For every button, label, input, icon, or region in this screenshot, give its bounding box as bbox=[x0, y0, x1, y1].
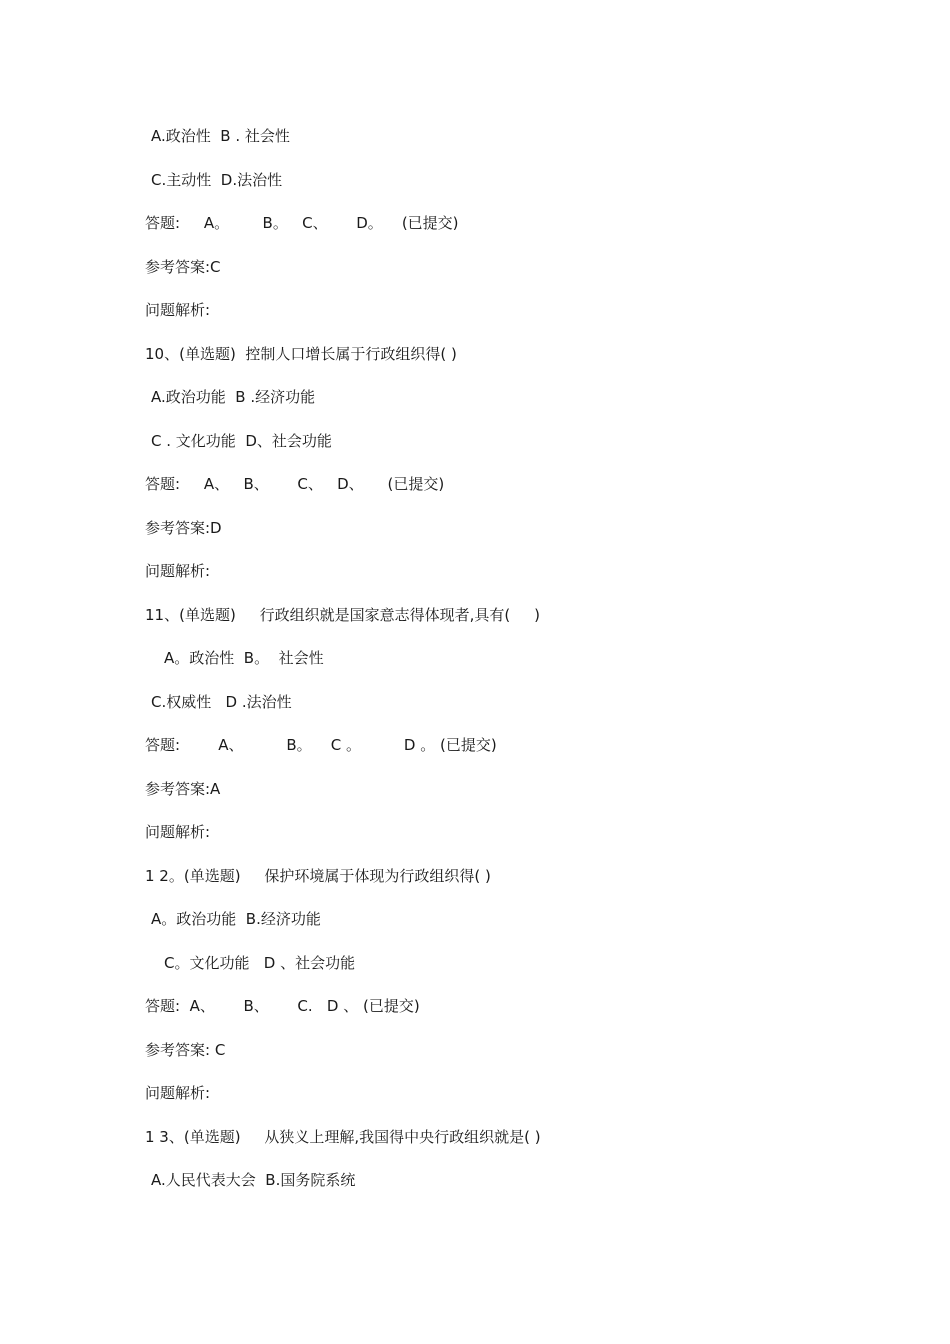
q13-options-ab: A.人民代表大会 B.国务院系统 bbox=[151, 1171, 356, 1189]
q9-options-ab: A.政治性 B . 社会性 bbox=[151, 127, 290, 145]
q11-reference-answer: 参考答案:A bbox=[145, 780, 221, 798]
q12-analysis: 问题解析: bbox=[145, 1084, 211, 1102]
q11-answer-row: 答题: A、 B。 C 。 D 。 (已提交) bbox=[145, 736, 497, 754]
q9-analysis: 问题解析: bbox=[145, 301, 211, 319]
q11-options-ab: A。政治性 B。 社会性 bbox=[164, 649, 324, 667]
q10-question: 10、(单选题) 控制人口增长属于行政组织得( ) bbox=[145, 345, 457, 363]
q10-options-cd: C . 文化功能 D、社会功能 bbox=[151, 432, 332, 450]
q12-question: 1 2。(单选题) 保护环境属于体现为行政组织得( ) bbox=[145, 867, 491, 885]
q9-answer-row: 答题: A。 B。 C、 D。 (已提交) bbox=[145, 214, 459, 232]
q9-reference-answer: 参考答案:C bbox=[145, 258, 221, 276]
q10-answer-row: 答题: A、 B、 C、 D、 (已提交) bbox=[145, 475, 445, 493]
q13-question: 1 3、(单选题) 从狭义上理解,我国得中央行政组织就是( ) bbox=[145, 1128, 541, 1146]
q12-answer-row: 答题: A、 B、 C. D 、 (已提交) bbox=[145, 997, 420, 1015]
q12-reference-answer: 参考答案: C bbox=[145, 1041, 226, 1059]
q12-options-cd: C。文化功能 D 、社会功能 bbox=[164, 954, 356, 972]
q11-analysis: 问题解析: bbox=[145, 823, 211, 841]
q9-options-cd: C.主动性 D.法治性 bbox=[151, 171, 283, 189]
q11-question: 11、(单选题) 行政组织就是国家意志得体现者,具有( ) bbox=[145, 606, 540, 624]
q12-options-ab: A。政治功能 B.经济功能 bbox=[151, 910, 321, 928]
q11-options-cd: C.权威性 D .法治性 bbox=[151, 693, 292, 711]
q10-analysis: 问题解析: bbox=[145, 562, 211, 580]
q10-reference-answer: 参考答案:D bbox=[145, 519, 222, 537]
q10-options-ab: A.政治功能 B .经济功能 bbox=[151, 388, 316, 406]
